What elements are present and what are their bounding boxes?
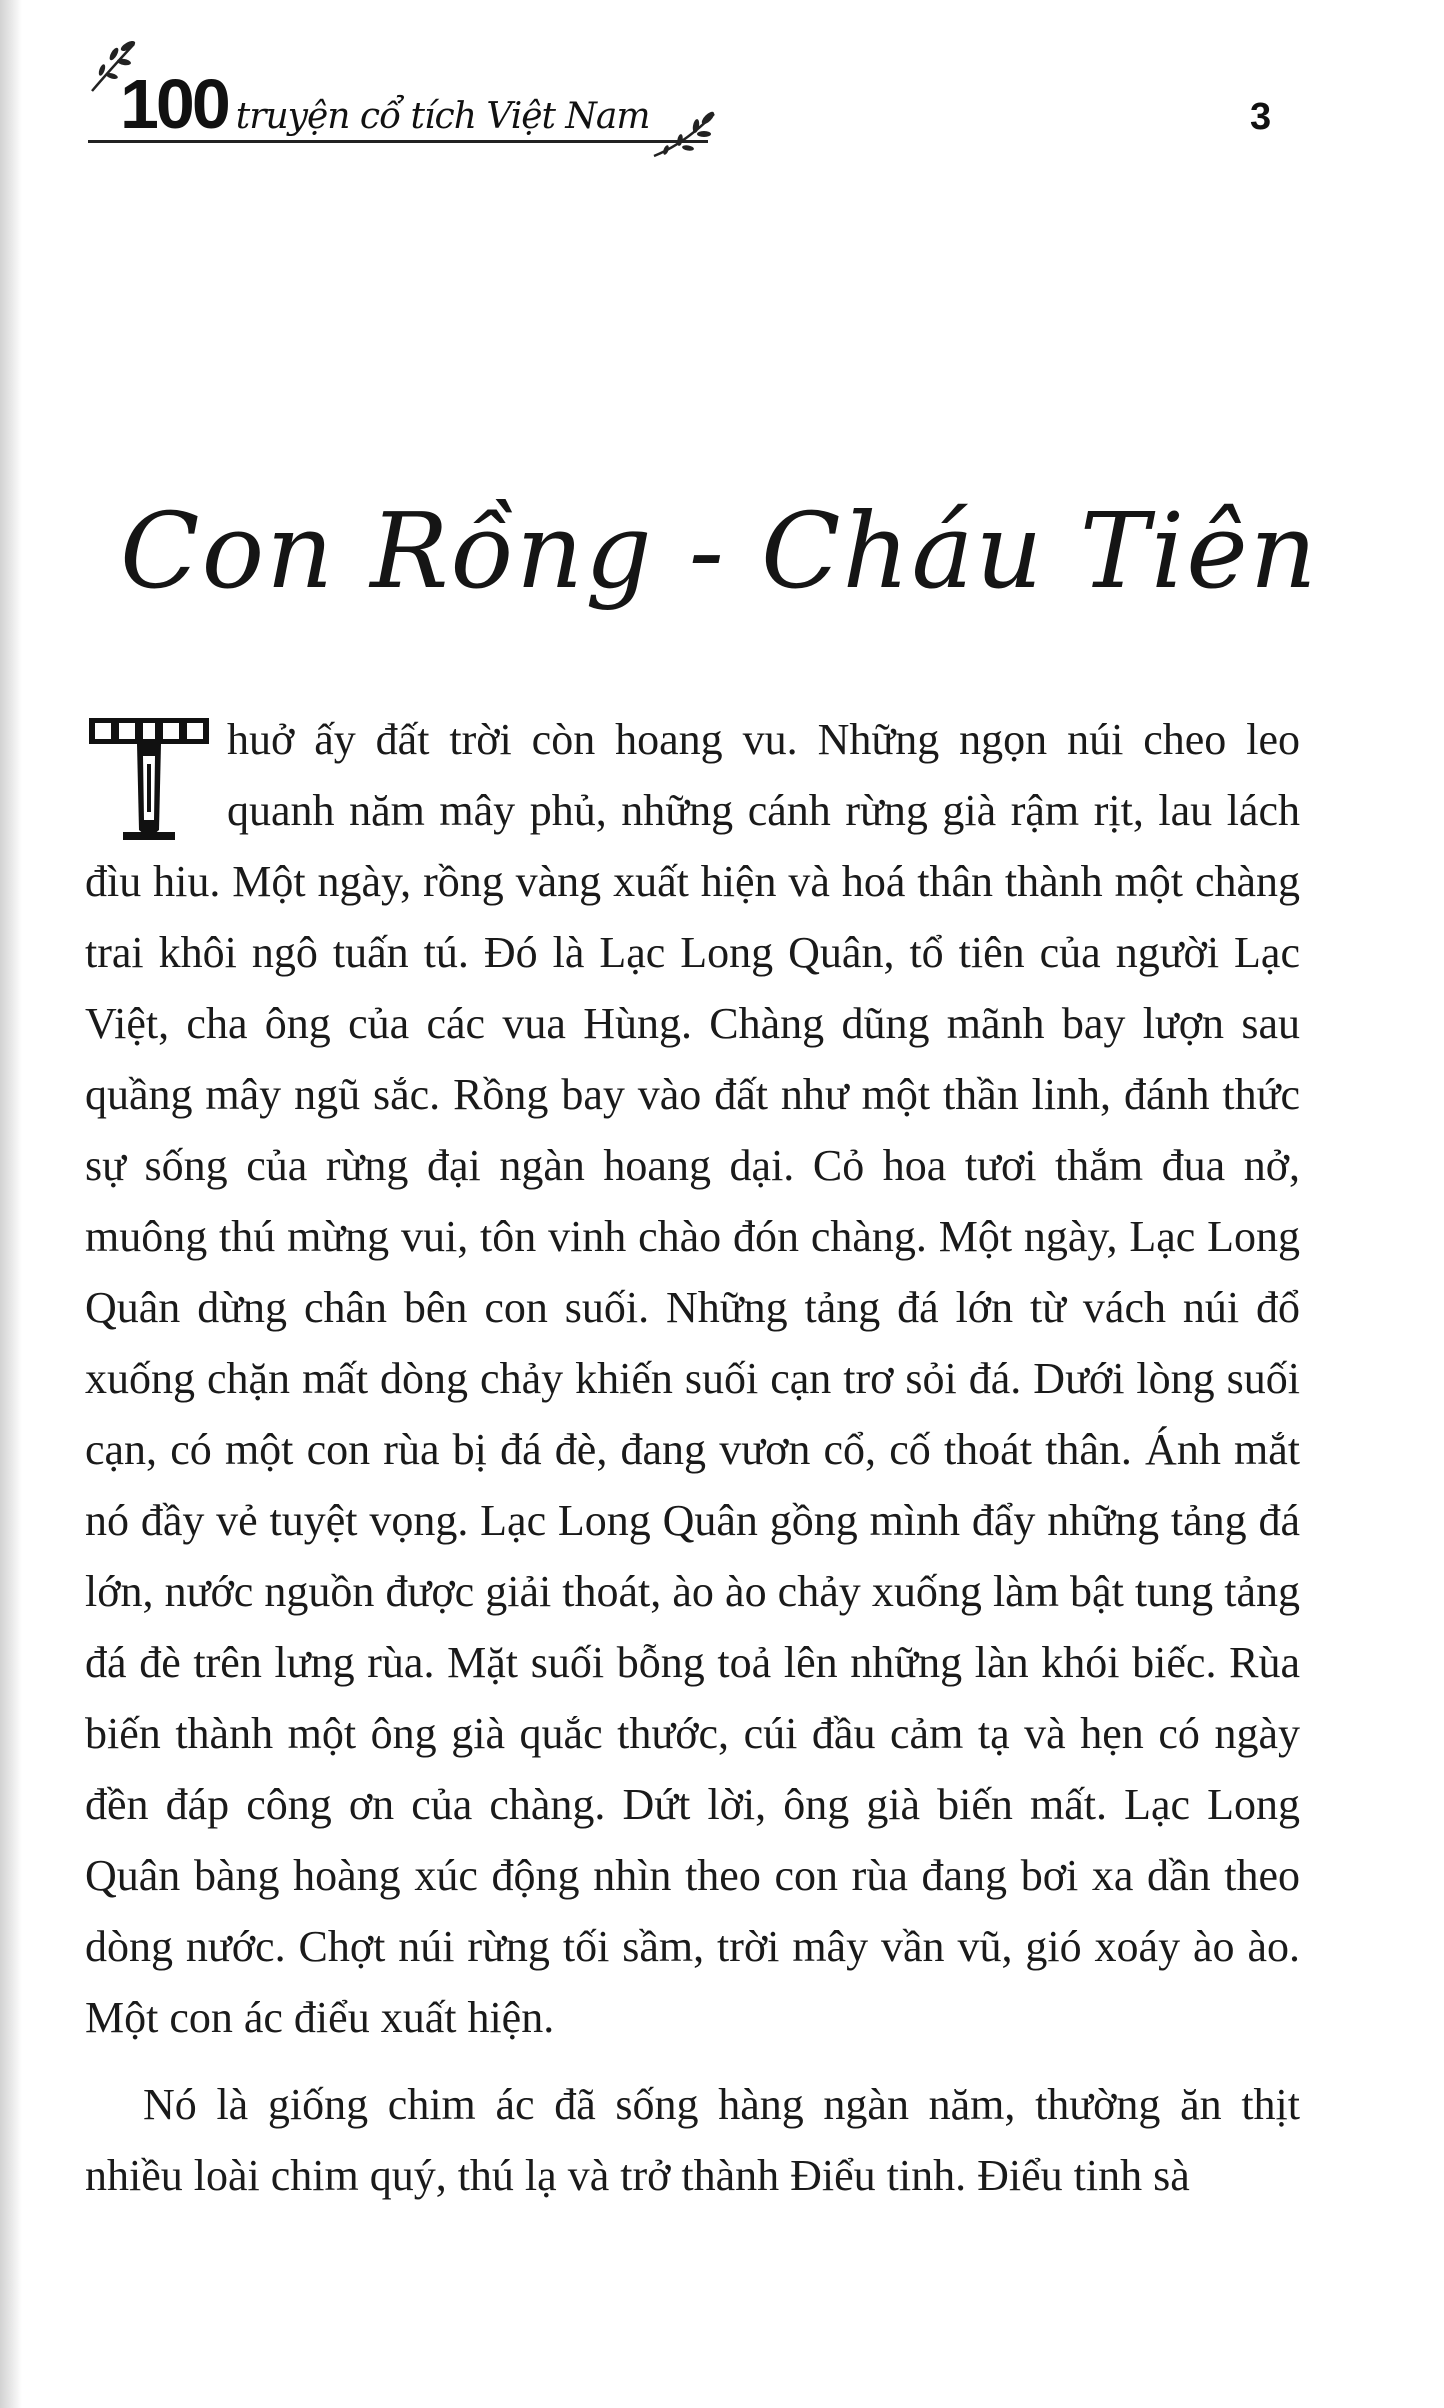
story-body bbox=[85, 704, 1300, 2211]
paragraph: Nó là giống chim ác đã sống hàng ngàn năm, thường ăn thịt nhiều loài chim quý, thú lạ và trở thành Điểu tinh. Điểu tinh sà bbox=[85, 2080, 1300, 2200]
series-title bbox=[120, 64, 650, 144]
page-number: 3 bbox=[1250, 96, 1272, 138]
story-title: Con Rồng - Cháu Tiên bbox=[120, 490, 1319, 612]
paragraph-text: huở ấy đất trời còn hoang vu. Những ngọn núi cheo leo quanh năm mây phủ, những cánh rừng già rậm rịt, lau lách đìu hiu. Một ngày, rồng vàng xuất hiện và hoá thân thành một chàng trai khôi ngô tuấn tú. Đó là Lạc Long Quân, tổ tiên của người Lạc Việt, cha ông của các vua Hùng. Chàng dũng mãnh bay lượn sau quầng mây ngũ sắc. Rồng bay vào đất như một thần linh, đánh thức sự sống của rừng đại ngàn hoang dại. Cỏ hoa tươi thắm đua nở, muông thú mừng vui, tôn vinh chào đón chàng. Một ngày, Lạc Long Quân dừng chân bên con suối. Những tảng đá lớn từ vách núi đổ xuống chặn mất dòng chảy khiến suối cạn trơ sỏi đá. Dưới lòng suối cạn, có một con rùa bị đá đè, đang vươn cổ, cố thoát thân. Ánh mắt nó đầy vẻ tuyệt vọng. Lạc Long Quân gồng mình đẩy những tảng đá lớn, nước nguồn được giải thoát, ào ào chảy xuống làm bật tung tảng đá đè trên lưng rùa. Mặt suối bỗng toả lên những làn khói biếc. Rùa biến thành một ông già quắc thước, cúi đầu cảm tạ và hẹn có ngày đền đáp công ơn của chàng. Dứt lời, ông già biến mất. Lạc Long Quân bàng hoàng xúc động nhìn theo con rùa đang bơi xa dần theo dòng nước. Chợt núi rừng tối sầm, trời mây vần vũ, gió xoáy ào ào. Một con ác điểu xuất hiện. bbox=[85, 715, 1300, 2042]
series-text: truyện cổ tích Việt Nam bbox=[235, 96, 650, 137]
paragraph bbox=[85, 704, 1300, 2053]
leaf-sprig-icon bbox=[650, 108, 720, 164]
running-header bbox=[80, 30, 740, 160]
page-edge-shadow bbox=[0, 0, 22, 2408]
series-number: 100 bbox=[120, 65, 228, 143]
drop-cap bbox=[85, 712, 213, 844]
drop-cap-ornament-icon bbox=[85, 712, 213, 844]
header-rule bbox=[88, 140, 708, 143]
